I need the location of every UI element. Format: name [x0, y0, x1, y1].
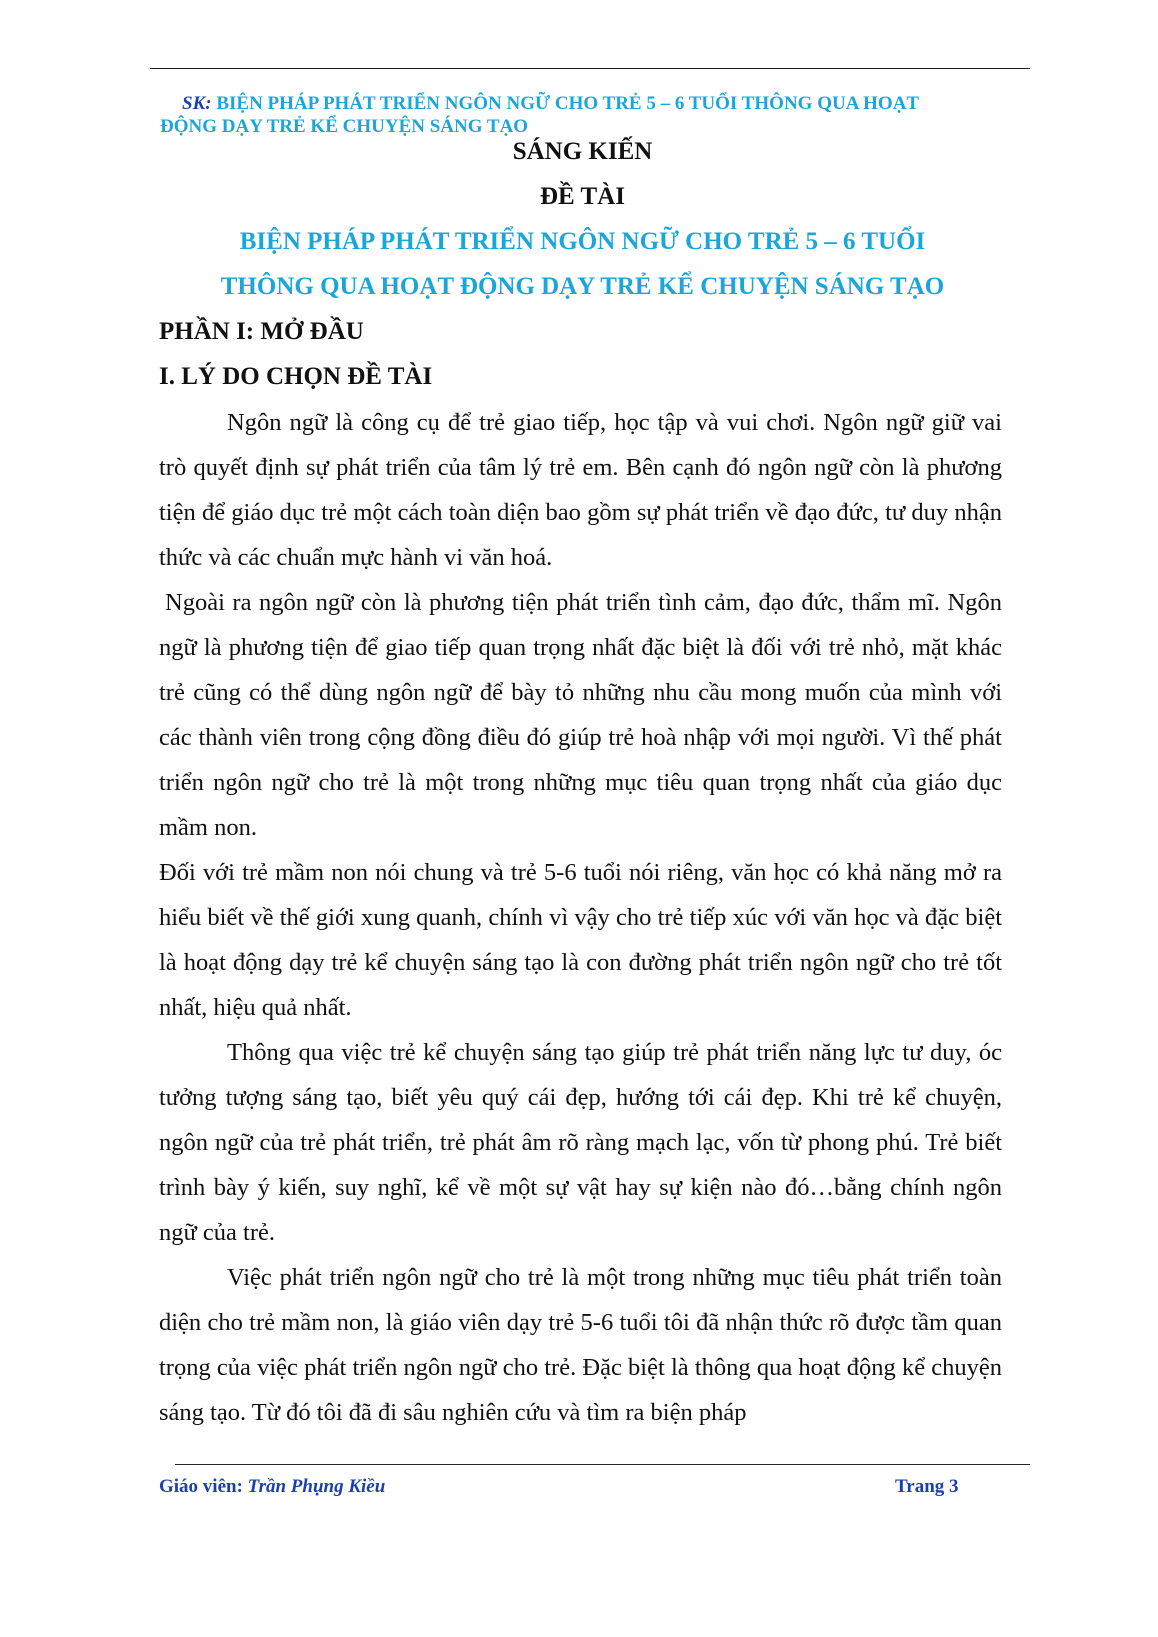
body-text: [159, 400, 1002, 1435]
doc-type-title: SÁNG KIẾN: [512, 138, 653, 165]
header-prefix: SK:: [182, 93, 212, 114]
paragraph-1: Ngôn ngữ là công cụ để trẻ giao tiếp, học tập và vui chơi. Ngôn ngữ giữ vai trò quyết định sự phát triển của tâm lý trẻ em. Bên cạnh đó ngôn ngữ còn là phương tiện để giáo dục trẻ một cách toàn diện bao gồm sự phát triển về đạo đức, tư duy nhận thức và các chuẩn mực hành vi văn hoá.: [159, 409, 1002, 571]
paragraph-3: Đối với trẻ mầm non nói chung và trẻ 5-6 tuổi nói riêng, văn học có khả năng mở ra hiểu biết về thế giới xung quanh, chính vì vậy cho trẻ tiếp xúc với văn học và đặc biệt là hoạt động dạy trẻ kể chuyện sáng tạo là con đường phát triển ngôn ngữ cho trẻ tốt nhất, hiệu quả nhất.: [159, 859, 1002, 1021]
footer-teacher: [159, 1476, 385, 1498]
part-heading: PHẦN I: MỞ ĐẦU: [159, 318, 364, 345]
paragraph-4: Thông qua việc trẻ kể chuyện sáng tạo giúp trẻ phát triển năng lực tư duy, óc tưởng tượng sáng tạo, biết yêu quý cái đẹp, hướng tới cái đẹp. Khi trẻ kể chuyện, ngôn ngữ của trẻ phát triển, trẻ phát âm rõ ràng mạch lạc, vốn từ phong phú. Trẻ biết trình bày ý kiến, suy nghĩ, kể về một sự vật hay sự kiện nào đó…bằng chính ngôn ngữ của trẻ.: [159, 1039, 1002, 1246]
teacher-label: Giáo viên:: [159, 1476, 243, 1497]
header-rule: [150, 68, 1030, 69]
header-line-2: ĐỘNG DẠY TRẺ KỂ CHUYỆN SÁNG TẠO: [160, 116, 529, 137]
topic-label: ĐỀ TÀI: [540, 183, 625, 210]
footer-rule: [175, 1464, 1030, 1465]
page-number: Trang 3: [895, 1476, 959, 1497]
topic-title-line-1: BIỆN PHÁP PHÁT TRIỂN NGÔN NGỮ CHO TRẺ 5 – 6 TUỔI: [239, 228, 926, 255]
header-line-1: BIỆN PHÁP PHÁT TRIỂN NGÔN NGỮ CHO TRẺ 5 – 6 TUỔI THÔNG QUA HOẠT: [216, 93, 920, 114]
paragraph-5: Việc phát triển ngôn ngữ cho trẻ là một trong những mục tiêu phát triển toàn diện cho trẻ mầm non, là giáo viên dạy trẻ 5-6 tuổi tôi đã nhận thức rõ được tầm quan trọng của việc phát triển ngôn ngữ cho trẻ. Đặc biệt là thông qua hoạt động kể chuyện sáng tạo. Từ đó tôi đã đi sâu nghiên cứu và tìm ra biện pháp: [159, 1264, 1002, 1426]
running-header: [160, 92, 1000, 138]
topic-title-line-2: THÔNG QUA HOẠT ĐỘNG DẠY TRẺ KỂ CHUYỆN SÁNG TẠO: [220, 273, 945, 300]
paragraph-2: Ngoài ra ngôn ngữ còn là phương tiện phát triển tình cảm, đạo đức, thẩm mĩ. Ngôn ngữ là phương tiện để giao tiếp quan trọng nhất đặc biệt là đối với trẻ nhỏ, mặt khác trẻ cũng có thể dùng ngôn ngữ để bày tỏ những nhu cầu mong muốn của mình với các thành viên trong cộng đồng điều đó giúp trẻ hoà nhập với mọi người. Vì thế phát triển ngôn ngữ cho trẻ là một trong những mục tiêu quan trọng nhất của giáo dục mầm non.: [159, 589, 1002, 841]
section-heading: I. LÝ DO CHỌN ĐỀ TÀI: [159, 363, 433, 390]
teacher-name: Trần Phụng Kiều: [247, 1476, 386, 1497]
